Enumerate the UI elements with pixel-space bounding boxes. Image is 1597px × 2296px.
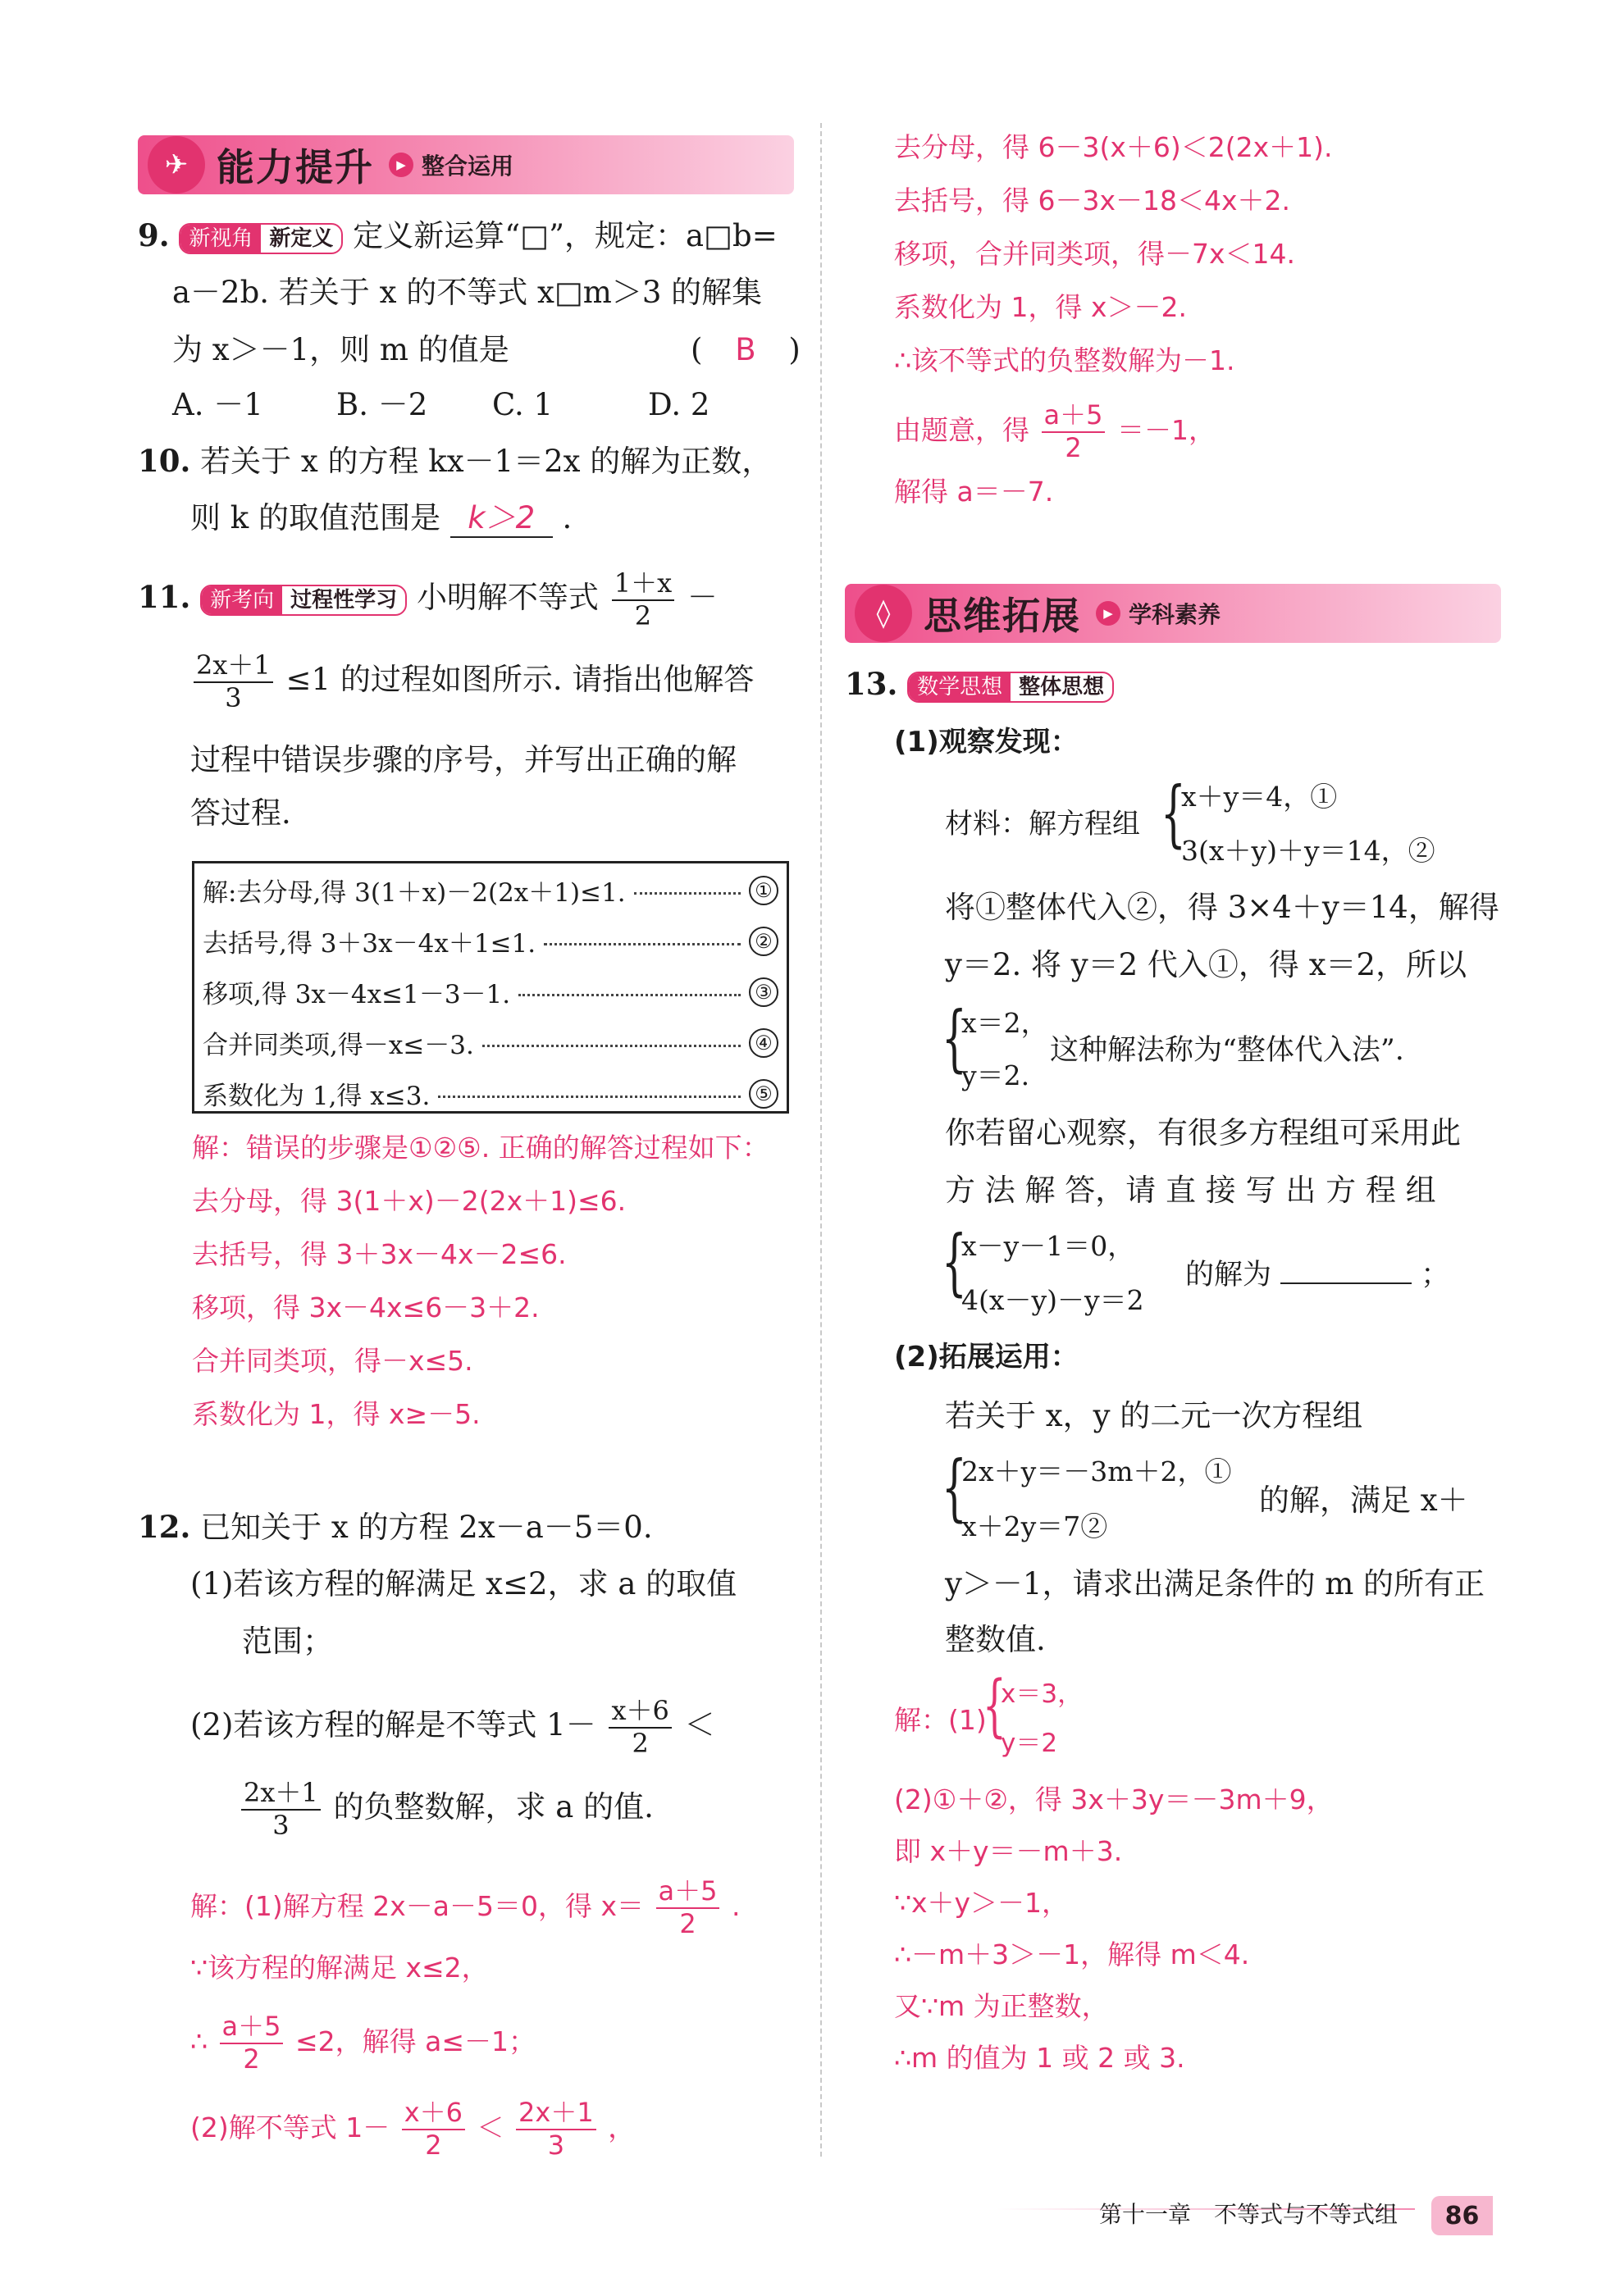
q11-solution-line: 合并同类项，得－x≤5. <box>192 1345 473 1377</box>
q11-solution-line: 解：错误的步骤是①②⑤. 正确的解答过程如下： <box>192 1132 769 1164</box>
fraction: $\frac{x+6}{2}$ <box>609 1697 671 1757</box>
equation-system-line: x＋y＝4，① <box>1181 781 1338 813</box>
q12-solution-cont: 去括号，得 6－3x－18＜4x＋2. <box>894 184 1291 216</box>
option-d: D. 2 <box>648 387 710 422</box>
q13-text: 将①整体代入②，得 3×4＋y＝14，解得 <box>945 890 1499 925</box>
question-10-line1: 10. 若关于 x 的方程 kx－1＝2x 的解为正数， <box>138 443 773 479</box>
question-12-part2b: $\frac{2x+1}{3}$ 的负整数解，求 a 的值. <box>238 1779 654 1839</box>
question-9-line3: 为 x＞－1，则 m 的值是 <box>172 332 509 367</box>
q13-solution-line: 又∵m 为正整数， <box>894 1990 1109 2022</box>
question-9-line1: 9. 新视角 新定义 定义新运算“□”，规定：a□b= <box>138 217 778 253</box>
step-row: 合并同类项,得－x≤－3. ④ <box>203 1024 778 1061</box>
equation-system-line: 3(x＋y)＋y＝14，② <box>1181 835 1435 867</box>
q11-solution-line: 系数化为 1，得 x≥－5. <box>192 1398 481 1430</box>
q12-solution-cont: 移项，合并同类项，得－7x＜14. <box>894 238 1296 270</box>
q12-solution-cont: 去分母，得 6－3(x＋6)＜2(2x＋1). <box>894 131 1333 163</box>
equation-system-line: 4(x－y)－y＝2 <box>961 1284 1144 1316</box>
question-9-answer: ( B ) <box>691 332 801 367</box>
equation-system-line: x＋2y＝7② <box>961 1510 1108 1542</box>
option-a: A. －1 <box>172 387 263 422</box>
fraction: $\frac{1+x}{2}$ <box>612 570 674 630</box>
q13-solution-line: ∴－m＋3＞－1，解得 m＜4. <box>894 1938 1250 1970</box>
question-12-part2a: (2)若该方程的解是不等式 1－ $\frac{x+6}{2}$ ＜ <box>190 1695 715 1759</box>
option-c: C. 1 <box>492 387 554 422</box>
q12-solution-cont: 系数化为 1，得 x＞－2. <box>894 291 1187 323</box>
question-10-line2: 则 k 的取值范围是 k＞2 . <box>190 500 572 538</box>
step-row: 解:去分母,得 3(1＋x)－2(2x＋1)≤1. ① <box>203 872 778 909</box>
question-11-line1: 11. 新考向 过程性学习 小明解不等式 $\frac{1+x}{2}$ － <box>138 567 718 631</box>
fraction: $\frac{2x+1}{3}$ <box>194 652 273 712</box>
section-header-thinking <box>845 584 1501 643</box>
footer-chapter: 第十一章 不等式与不等式组 <box>1099 2201 1399 2228</box>
tag-new-perspective: 新视角 新定义 <box>179 223 343 254</box>
question-12-part1b: 范围； <box>242 1624 333 1659</box>
fraction: $\frac{x+6}{2}$ <box>402 2099 465 2159</box>
question-9-options <box>172 387 710 423</box>
q12-solution-cont: ∴该不等式的负整数解为－1. <box>894 344 1235 376</box>
q13-text: 这种解法称为“整体代入法”. <box>1050 1034 1404 1067</box>
q13-solution-line: ∵x＋y＞－1， <box>894 1887 1070 1919</box>
fraction: $\frac{a+5}{2}$ <box>1042 402 1106 462</box>
q11-solution-line: 去括号，得 3＋3x－4x－2≤6. <box>192 1238 567 1270</box>
question-13-header: 13. 数学思想 整体思想 <box>845 666 1114 703</box>
equation-system-line: y＝2 <box>1001 1729 1058 1758</box>
q13-text: y＞－1，请求出满足条件的 m 的所有正 <box>945 1566 1485 1601</box>
q13-solution-line: (2)①＋②，得 3x＋3y＝－3m＋9， <box>894 1784 1334 1815</box>
q13-text: 的解，满足 x＋ <box>1259 1483 1468 1518</box>
question-12-line1: 12. 已知关于 x 的方程 2x－a－5＝0. <box>138 1509 653 1545</box>
q13-text: y＝2. 将 y＝2 代入①，得 x＝2，所以 <box>945 947 1467 982</box>
step-row: 去括号,得 3＋3x－4x＋1≤1. ② <box>203 922 778 959</box>
equation-system-line: x－y－1＝0， <box>961 1230 1135 1262</box>
q13-solution-line: ∴m 的值为 1 或 2 或 3. <box>894 2042 1185 2074</box>
question-11-line2: $\frac{2x+1}{3}$ ≤1 的过程如图所示. 请指出他解答 <box>190 652 754 712</box>
section-header-ability <box>138 135 794 194</box>
brace-icon: { <box>942 1219 967 1304</box>
q12-solution-line: ∵该方程的解满足 x≤2， <box>190 1952 489 1984</box>
question-11-line3: 过程中错误步骤的序号，并写出正确的解 <box>190 742 737 777</box>
fraction: $\frac{a+5}{2}$ <box>220 2013 284 2073</box>
equation-system-line: 2x＋y＝－3m＋2，① <box>961 1456 1232 1487</box>
q12-solution-line: (2)解不等式 1－ $\frac{x+6}{2}$ ＜ $\frac{2x+1}{3}$ ， <box>190 2097 636 2161</box>
q13-text: 整数值. <box>945 1622 1046 1657</box>
step-row: 移项,得 3x－4x≤1－3－1. ③ <box>203 973 778 1010</box>
layers-icon: ◊ <box>855 585 912 642</box>
fraction: $\frac{2x+1}{3}$ <box>516 2099 596 2159</box>
q13-text: 若关于 x，y 的二元一次方程组 <box>945 1398 1363 1433</box>
equation-system-line: x＝3， <box>1001 1679 1084 1709</box>
column-divider <box>820 123 822 2157</box>
fraction: $\frac{a+5}{2}$ <box>656 1878 720 1938</box>
tag-math-thinking: 数学思想 整体思想 <box>907 672 1114 703</box>
tag-new-direction: 新考向 过程性学习 <box>200 585 407 616</box>
q12-solution-line: 解：(1)解方程 2x－a－5＝0，得 x＝ $\frac{a+5}{2}$ . <box>190 1875 741 1939</box>
section-title: 思维拓展 <box>924 594 1081 638</box>
equation-system-line: x＝2， <box>961 1007 1048 1039</box>
solution-steps-box <box>192 861 789 1114</box>
q13-solution-line: 即 x＋y＝－m＋3. <box>894 1835 1123 1867</box>
q13-text: 的解为 ； <box>1185 1256 1449 1292</box>
play-icon: ▶ <box>1096 601 1120 626</box>
section-title: 能力提升 <box>217 145 374 189</box>
q12-solution-line: ∴ $\frac{a+5}{2}$ ≤2，解得 a≤－1； <box>190 2011 536 2075</box>
play-icon: ▶ <box>389 153 413 177</box>
section-subtitle: 学科素养 <box>1129 601 1221 628</box>
q13-text: 方 法 解 答，请 直 接 写 出 方 程 组 <box>945 1173 1436 1208</box>
brace-icon: { <box>942 995 967 1080</box>
fraction: $\frac{2x+1}{3}$ <box>241 1779 321 1839</box>
q13-material: 材料：解方程组 <box>945 808 1140 840</box>
question-9-line2: a－2b. 若关于 x 的不等式 x□m＞3 的解集 <box>172 275 763 310</box>
q13-solution-label: 解：(1) <box>894 1704 987 1736</box>
brace-icon: { <box>942 1445 967 1529</box>
question-11-line4: 答过程. <box>190 795 291 831</box>
question-12-part1a: (1)若该方程的解满足 x≤2，求 a 的取值 <box>190 1566 737 1601</box>
q13-part2-title: (2)拓展运用： <box>894 1341 1079 1374</box>
q11-solution-line: 去分母，得 3(1＋x)－2(2x＋1)≤6. <box>192 1185 627 1217</box>
brace-icon: { <box>983 1667 1006 1745</box>
page-number: 86 <box>1431 2196 1493 2235</box>
q11-solution-line: 移项，得 3x－4x≤6－3＋2. <box>192 1292 540 1323</box>
equation-system-line: y＝2. <box>961 1059 1030 1091</box>
step-row: 系数化为 1,得 x≤3. ⑤ <box>203 1075 778 1112</box>
option-b: B. －2 <box>336 387 428 422</box>
q12-solution-cont: 解得 a＝－7. <box>894 476 1054 508</box>
q13-text: 你若留心观察，有很多方程组可采用此 <box>945 1115 1461 1150</box>
brace-icon: { <box>1161 771 1186 855</box>
section-subtitle: 整合运用 <box>422 153 514 180</box>
answer-blank[interactable] <box>1280 1256 1412 1284</box>
q13-part1-title: (1)观察发现： <box>894 726 1079 758</box>
rocket-icon: ✈ <box>148 136 205 194</box>
q12-solution-cont: 由题意，得 $\frac{a+5}{2}$ ＝－1， <box>894 399 1216 463</box>
